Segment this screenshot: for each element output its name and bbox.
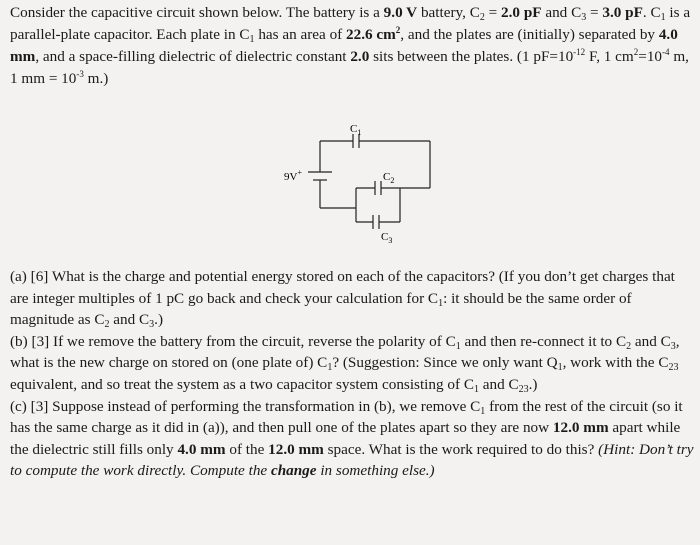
c1-label: $C_1$ bbox=[350, 123, 362, 137]
part-c: (c) [3] Suppose instead of performing the transformation in (b), we remove $C_1$ from the rest of the circuit (so it has the same charge as it did in (a)), and then pull one of the plates apart so they are now 12.0 mm apart while the dielectric still fills only 4.0 mm of the 12.0 mm space. What is the work required to do this? (Hint: Don’t try to compute the work directly. Compute the change in something else.) bbox=[10, 397, 694, 480]
plate-separation: 4.0 mm bbox=[10, 26, 678, 65]
c3-value: 3.0 pF bbox=[602, 4, 643, 21]
part-a: (a) [6] What is the charge and potential energy stored on each of the capacitors? (If you don’t get charges that are integer multiples of 1 pC go back and check your calculation for $C_1$: it should be the same order of magnitude as $C_2$ and $C_3$.) bbox=[10, 268, 675, 331]
dielectric-constant: 2.0 bbox=[350, 48, 370, 65]
c2-label: $C_2$ bbox=[383, 171, 395, 185]
battery-label: 9V+ bbox=[284, 168, 302, 183]
part-b: (b) [3] If we remove the battery from the circuit, reverse the polarity of $C_1$ and then re-connect it to $C_2$ and $C_3$, what is the new charge on stored on (one plate of) $C_1$? (Suggestion: Since we only want $Q_1$, work with the $C_{23}$ equivalent, and so treat the system as a two capacitor system consisting of $C_1$ and $C_{23}$.) bbox=[10, 332, 680, 395]
problem-intro: Consider the capacitive circuit shown below. The battery is a 9.0 V battery, $C_2 = 2.0$ pF and $C_3 = 3.0$ pF. $C_1$ is a parallel-plate capacitor. Each plate in $C_1$ has an area of 22.6 $cm^2$, and the plates are (initially) separated by 4.0 mm, and a space-filling dielectric of dielectric constant 2.0 sits between the plates. (1 $pF=10^{-12}$ F, 1 $cm^2=10^{-4}$ m, 1 mm = $10^{-3}$ m.) bbox=[10, 4, 691, 87]
c3-label: $C_3$ bbox=[381, 231, 393, 245]
hint: (Hint: Don’t try to compute the work directly. Compute the change in something else.) bbox=[10, 440, 694, 480]
plate-area: 22.6 $cm^2$ bbox=[346, 25, 401, 43]
circuit-diagram bbox=[270, 120, 440, 250]
battery-voltage: 9.0 V bbox=[383, 4, 418, 21]
c2-value: 2.0 pF bbox=[501, 4, 542, 21]
questions bbox=[10, 266, 694, 482]
